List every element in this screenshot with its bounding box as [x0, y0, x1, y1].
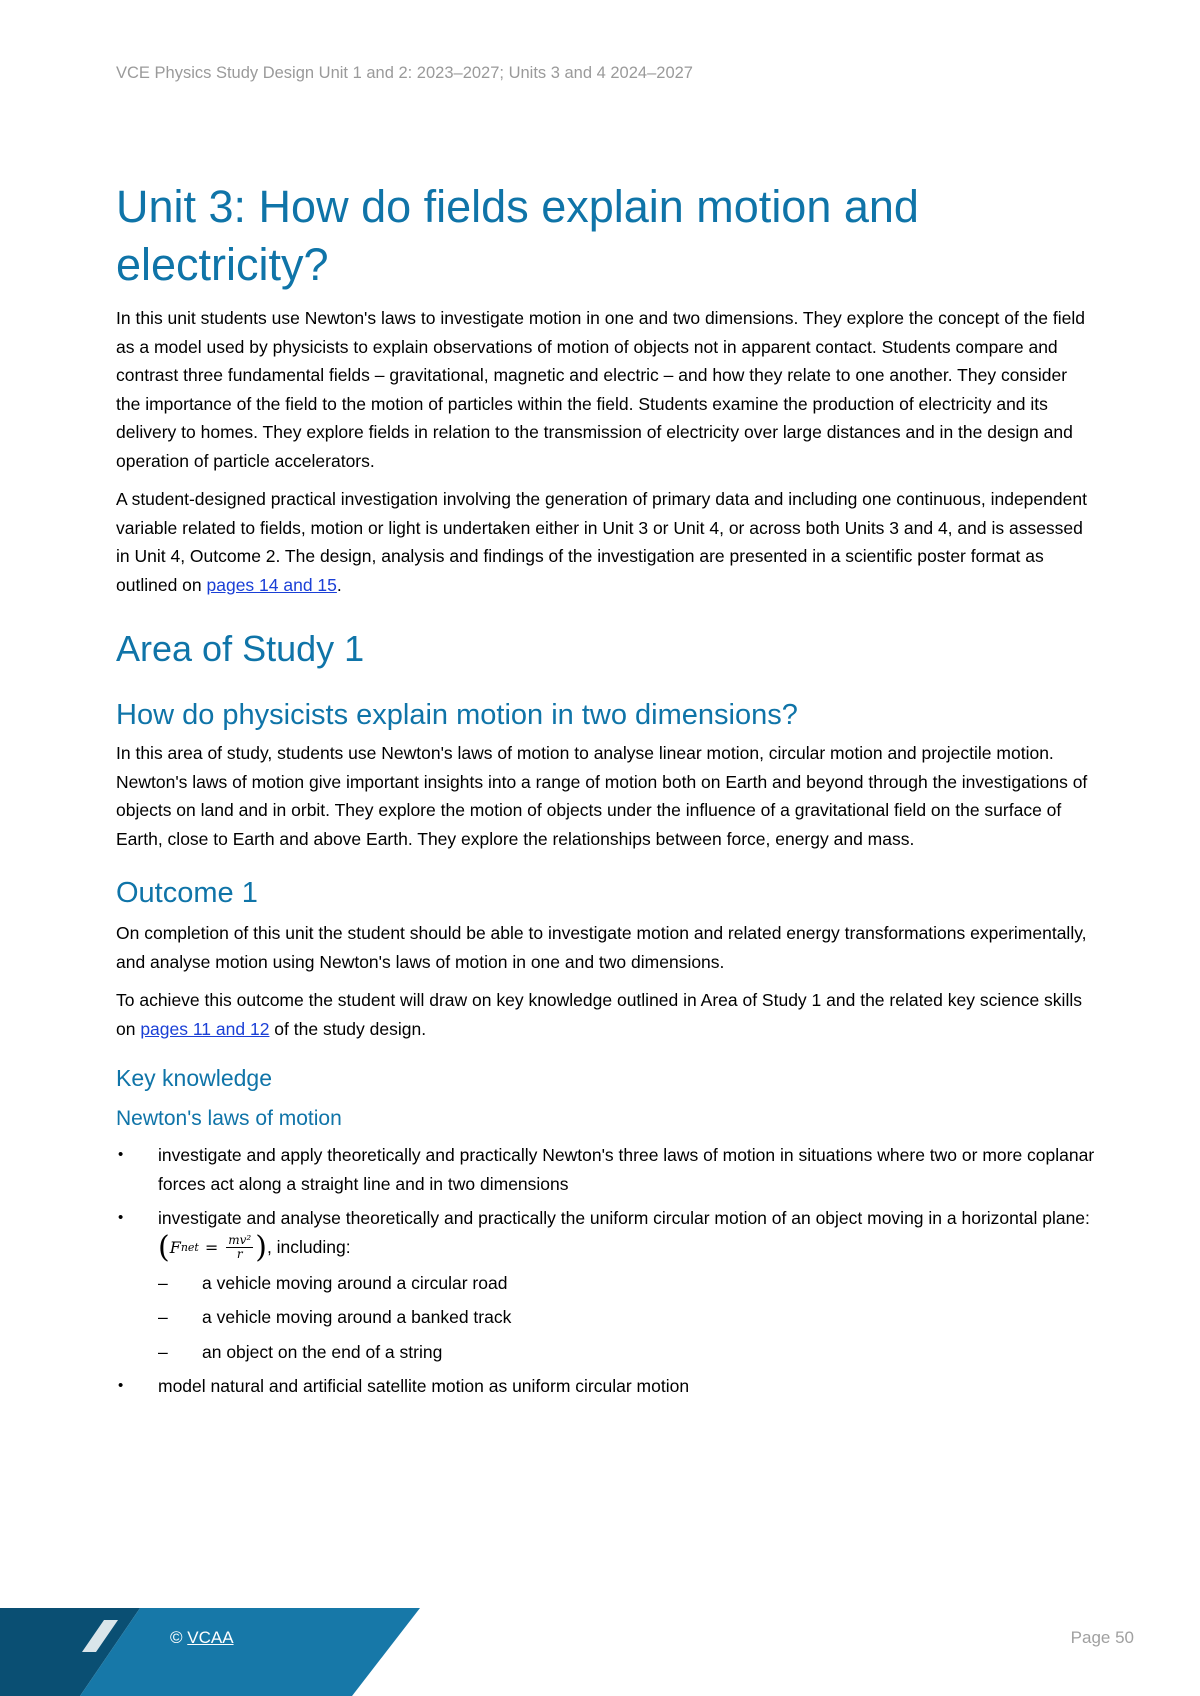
copyright — [170, 1628, 234, 1648]
main-content — [116, 178, 1096, 1401]
outcome-achieve-paragraph — [116, 986, 1096, 1043]
sub-list-item-text: an object on the end of a string — [202, 1341, 443, 1362]
footer-band — [0, 1608, 1200, 1696]
outcome-heading: Outcome 1 — [116, 877, 258, 909]
dash-icon: – — [158, 1341, 168, 1362]
list-item — [116, 1372, 1096, 1401]
list-item-end: , including: — [266, 1236, 351, 1257]
bullet-icon: • — [118, 1146, 124, 1163]
vcaa-link[interactable]: VCAA — [187, 1628, 234, 1647]
area-of-study-heading: Area of Study 1 — [116, 628, 365, 669]
area-description: In this area of study, students use Newton's laws of motion to analyse linear motion, circular motion and projectile motion. Newton's laws of motion give important insights into a range of motion both on Earth and beyond through the investigations of objects on land and in orbit. They explore the motion of objects under the influence of a gravitational field on the surface of Earth, close to Earth and above Earth. They explore the relationships between force, energy and mass. — [116, 743, 1088, 849]
list-item-text: model natural and artificial satellite motion as uniform circular motion — [158, 1376, 690, 1397]
centripetal-force-formula: ( F net = $\frac{\text{mv²}}{r}$ ) — [158, 1229, 267, 1265]
formula-denominator: r — [236, 1247, 243, 1262]
pages-14-15-link[interactable]: pages 14 and 15 — [206, 574, 337, 595]
sub-list-item — [158, 1303, 1096, 1332]
formula-numerator: mv² — [228, 1233, 252, 1248]
unit-investigation-paragraph — [116, 485, 1096, 599]
formula-equals: = — [204, 1237, 219, 1257]
newtons-laws-subheading: Newton's laws of motion — [116, 1107, 342, 1130]
formula-subscript: net — [180, 1240, 199, 1254]
list-item-text: investigate and apply theoretically and practically Newton's three laws of motion in situations where two or more coplanar forces act along a straight line and in two dimensions — [158, 1145, 1095, 1194]
unit-intro-paragraph: In this unit students use Newton's laws to investigate motion in one and two dimensions. They explore the concept of the field as a model used by physicists to explain observations of motion of objects not in apparent contact. Students compare and contrast three fundamental fields – gravitational, magnetic and electric – and how they relate to one another. They consider the importance of the field to the motion of particles within the field. Students examine the production of electricity and its delivery to homes. They explore fields in relation to the transmission of electricity over large distances and in the design and operation of particle accelerators. — [116, 308, 1085, 471]
key-knowledge-heading: Key knowledge — [116, 1065, 272, 1091]
page-number: Page 50 — [1070, 1628, 1134, 1647]
formula-fraction — [226, 1234, 253, 1261]
bullet-icon: • — [118, 1209, 124, 1226]
list-item — [116, 1204, 1096, 1366]
pages-11-12-link[interactable]: pages 11 and 12 — [140, 1018, 270, 1039]
footer-graphic — [0, 1608, 1200, 1696]
sub-list — [158, 1269, 1096, 1367]
formula-lhs: F — [169, 1237, 181, 1257]
achieve-text: To achieve this outcome the student will draw on key knowledge outlined in Area of Study 1 and the related key science skills on — [116, 990, 1082, 1039]
investigation-text: A student-designed practical investigation involving the generation of primary data and including one continuous, independent variable related to fields, motion or light is undertaken either in Unit 3 or Unit 4, or across both Units 3 and 4, and is assessed in Unit 4, Outcome 2. The design, analysis and findings of the investigation are presented in a scientific poster format as outlined on — [116, 489, 1087, 595]
dash-icon: – — [158, 1272, 168, 1293]
sub-list-item — [158, 1338, 1096, 1367]
sub-list-item-text: a vehicle moving around a banked track — [202, 1307, 512, 1328]
unit-title: Unit 3: How do fields explain motion and electricity? — [116, 181, 919, 290]
bullet-icon: • — [118, 1377, 124, 1395]
copyright-symbol: © — [170, 1628, 183, 1647]
running-header: VCE Physics Study Design Unit 1 and 2: 2023–2027; Units 3 and 4 2024–2027 — [116, 64, 693, 82]
dash-icon: – — [158, 1307, 168, 1328]
achieve-end: of the study design. — [269, 1018, 427, 1039]
key-knowledge-list — [116, 1141, 1096, 1401]
sub-list-item-text: a vehicle moving around a circular road — [202, 1272, 508, 1293]
area-question-heading: How do physicists explain motion in two dimensions? — [116, 699, 798, 731]
outcome-statement: On completion of this unit the student should be able to investigate motion and related energy transformations experimentally, and analyse motion using Newton's laws of motion in one and two dimensions. — [116, 923, 1087, 972]
list-item-text: investigate and analyse theoretically and practically the uniform circular motion of an object moving in a horizontal plane: — [158, 1208, 1090, 1228]
investigation-end: . — [336, 574, 342, 595]
sub-list-item — [158, 1269, 1096, 1298]
list-item — [116, 1141, 1096, 1198]
